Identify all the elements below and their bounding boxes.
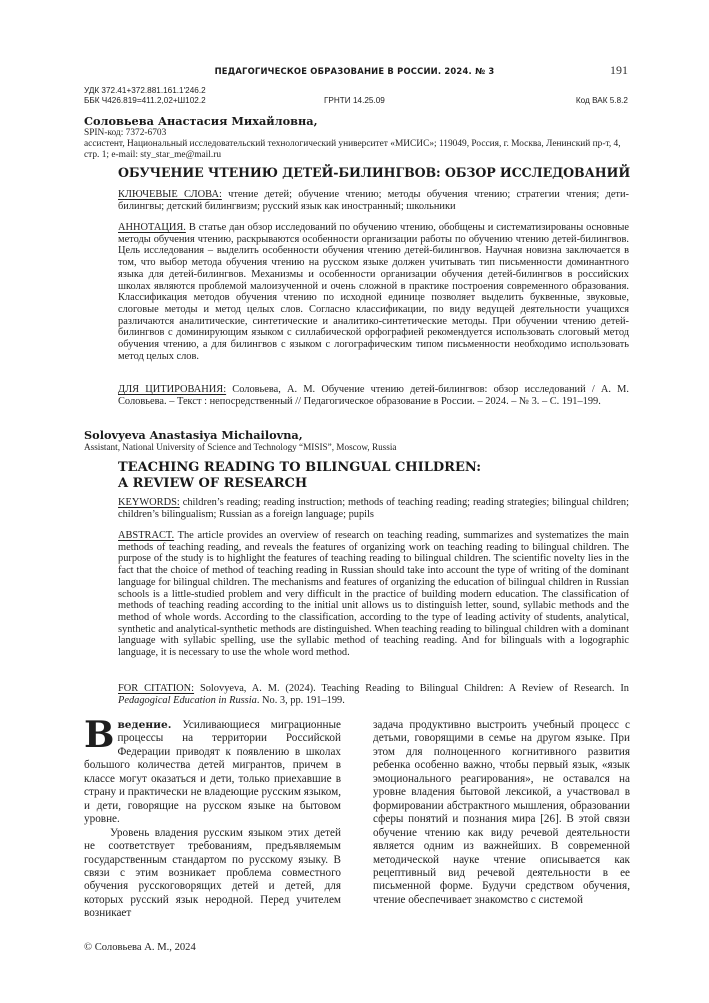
citation-ru xyxy=(118,384,629,407)
citation-ru-text: Соловьева, А. М. Обучение чтению детей-билингвов: обзор исследований / А. М. Соловьева. – Текст : непосредственный // Педагогическое образование в России. – 2024. – № 3. – С. 191–199. xyxy=(118,384,629,407)
bbk-code: ББК Ч426.819=411.2,02+Ш102.2 xyxy=(84,96,206,105)
article-title-en-line2: A REVIEW OF RESEARCH xyxy=(118,476,308,491)
citation-ru-label: ДЛЯ ЦИТИРОВАНИЯ: xyxy=(118,384,227,395)
keywords-en-text: children’s reading; reading instruction; methods of teaching reading; reading strategies; bilingual children; children’s bilingualism; Russian as a foreign language; pupils xyxy=(118,497,629,520)
intro-paragraph xyxy=(84,714,341,827)
copyright-notice: © Соловьева А. М., 2024 xyxy=(84,942,196,953)
article-title-en xyxy=(118,460,638,492)
intro-lead-word: ведение. xyxy=(117,719,172,731)
author-affiliation-ru: ассистент, Национальный исследовательский технологический университет «МИСИС»; 119049, Россия, г. Москва, Ленинский пр-т, 4, стр. 1; e-mail: sty_star_me@mail.ru xyxy=(84,139,621,161)
author-info-ru xyxy=(84,128,629,162)
citation-en-journal: Pedagogical Education in Russia xyxy=(118,694,257,706)
body-column-right xyxy=(373,719,630,907)
article-title-ru: ОБУЧЕНИЕ ЧТЕНИЮ ДЕТЕЙ-БИЛИНГВОВ: ОБЗОР ИССЛЕДОВАНИЙ xyxy=(118,165,631,180)
author-name-ru: Соловьева Анастасия Михайловна, xyxy=(84,114,318,128)
abstract-en-label: ABSTRACT. xyxy=(118,530,175,541)
keywords-en-label: KEYWORDS: xyxy=(118,497,180,508)
abstract-en xyxy=(118,530,629,659)
keywords-en xyxy=(118,497,629,520)
grnti-code: ГРНТИ 14.25.09 xyxy=(324,96,385,105)
vak-code: Код ВАК 5.8.2 xyxy=(575,96,628,105)
drop-cap: В xyxy=(84,714,115,756)
body-paragraph-right: задача продуктивно выстроить учебный процесс с детьми, говорящими в семье на другом языке. При этом для полноценного когнитивного развития ребенка особенно важно, чтобы первый язык, «язык эмоционального реагирования», не оставался на уровне владения бытовой лексикой, а участвовал в формировании абстрактного мышления, образовании сферы понятий и познания мира [26]. В этой связи обучение чтению как виду речевой деятельности является одним из важнейших. В современной методической науке чтение описывается как рецептивный вид речевой деятельности в ее письменной форме. Будучи средством обучения, чтение обеспечивает знакомство с системой xyxy=(373,719,630,906)
body-paragraph-2: Уровень владения русским языком этих детей не соответствует требованиям, предъявляемым государственным стандартом по русскому языку. В связи с этим возникает проблема совместного обучения русскоговорящих детей и детей, для которых русский язык неродной. Перед учителем возникает xyxy=(84,826,341,920)
citation-en-label: FOR CITATION: xyxy=(118,683,195,694)
author-affiliation-en: Assistant, National University of Science and Technology “MISIS”, Moscow, Russia xyxy=(84,442,397,452)
abstract-ru xyxy=(118,222,629,362)
classification-codes xyxy=(84,86,628,106)
author-spin: SPIN-код: 7372-6703 xyxy=(84,128,167,138)
author-name-en: Solovyeva Anastasiya Michailovna, xyxy=(84,428,303,442)
abstract-ru-text: В статье дан обзор исследований по обучению чтению, обобщены и систематизированы основные методы обучения чтению, раскрываются особенности организации работы по обучению чтению детей-билингвов. Цель исследования – выделить особенности обучения чтению детей-билингвов. Научная новизна заключается в том, что выбор метода обучения чтению на русском языке должен учитывать тип письменности доминантного языка для детей-билингвов. Механизмы и особенности организации обучения детей-билингвов в российских школах являются проблемой малоизученной и очень сложной в практике построения современного образования. Классификация методов обучения чтению по исходной единице позволяет выделить буквенные, звуковые, слоговые методы и метод целых слов. Согласно классификации, по виду ведущей деятельности учащихся различаются аналитические, синтетические и аналитико-синтетические методы. При обучении чтению детей-билингвов с доминирующим языком с силлабической орфографией рекомендуется использовать слоговый метод обучения чтению, а для билингвов с языком с логографическим типом письменности необходимо использовать метод целых слов. xyxy=(118,222,629,362)
citation-en-text: Solovyeva, A. M. (2024). Teaching Reading to Bilingual Children: A Review of Research. In xyxy=(194,683,629,694)
citation-en-tail: . No. 3, pp. 191–199. xyxy=(256,694,345,706)
keywords-ru-label: КЛЮЧЕВЫЕ СЛОВА: xyxy=(118,189,222,200)
journal-running-head: ПЕДАГОГИЧЕСКОЕ ОБРАЗОВАНИЕ В РОССИИ. 2024. № 3 xyxy=(214,66,495,76)
citation-en xyxy=(118,683,629,706)
abstract-en-text: The article provides an overview of research on teaching reading, summarizes and systematizes the main methods of teaching reading, and reveals the features of organizing work on teaching reading to bilingual children. The purpose of the study is to highlight the features of teaching reading to bilingual children. The scientific novelty lies in the fact that the choice of method of teaching reading in Russian should take into account the type of writing of the dominant language for bilingual children. The mechanisms and features of organizing the education of bilingual children in Russian schools is a little-studied problem and very difficult in the practice of building modern education. The classification of methods of teaching reading according to the initial unit allows us to distinguish letter, sound, syllabic methods and the method of whole words. According to the classification, according to the type of leading activity of students, analytical, synthetic and analytical-synthetic methods are distinguished. When teaching reading to bilingual children with a dominant language with syllabic spelling, use the syllabic method of teaching reading. And for bilinguals with a logographic language, it is necessary to use the whole word method. xyxy=(118,530,629,659)
abstract-ru-label: АННОТАЦИЯ. xyxy=(118,222,186,233)
udk-code: УДК 372.41+372.881.161.1'246.2 xyxy=(84,86,206,95)
article-title-en-line1: TEACHING READING TO BILINGUAL CHILDREN: xyxy=(118,460,482,475)
page-number: 191 xyxy=(610,63,628,77)
keywords-ru xyxy=(118,189,629,212)
intro-text: Усиливающиеся миграционные процессы на территории Российской Федерации приводят к появлению в школах большого количества детей мигрантов, причем в классе могут оказаться и дети, только приехавшие в страну и практически не владеющие русским языком, и дети, говорящие на русском языке на бытовом уровне. xyxy=(84,719,341,826)
keywords-ru-text: чтение детей; обучение чтению; методы обучения чтению; стратегии чтения; дети-билингвы; детский билингвизм; русский язык как иностранный; школьники xyxy=(118,189,629,212)
body-column-left xyxy=(84,714,341,921)
